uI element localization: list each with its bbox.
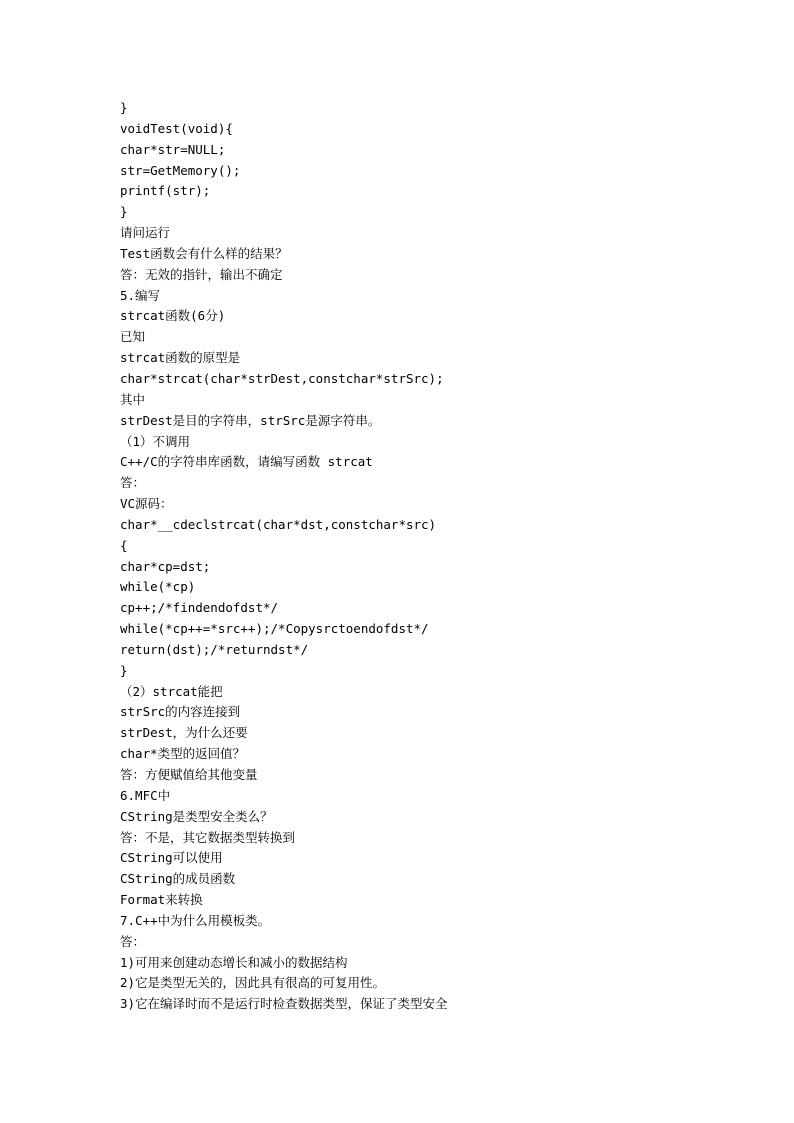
text-line: 6.MFC中	[120, 787, 171, 803]
text-line: char*cp=dst;	[120, 558, 211, 574]
text-line: char*__cdeclstrcat(char*dst,constchar*src)	[120, 516, 437, 532]
text-line: CString可以使用	[120, 850, 223, 866]
text-line: 答：方便赋值给其他变量	[120, 767, 258, 782]
text-line: CString是类型安全类么？	[120, 808, 273, 824]
text-line: 1)可用来创建动态增长和减小的数据结构	[120, 954, 348, 970]
text-line: strcat函数的原型是	[120, 350, 241, 366]
text-line: CString的成员函数	[120, 871, 236, 887]
text-line: }	[120, 100, 128, 115]
text-line: 其中	[120, 391, 146, 407]
text-line: （1）不调用	[120, 433, 191, 449]
text-line: return(dst);/*returndst*/	[120, 641, 309, 657]
text-line: {	[120, 537, 128, 553]
text-line: voidTest(void){	[120, 120, 233, 136]
text-line: while(*cp++=*src++);/*Copysrctoendofdst*/	[120, 621, 429, 637]
text-line: char*类型的返回值？	[120, 746, 246, 762]
text-line: 2)它是类型无关的，因此具有很高的可复用性。	[120, 975, 386, 991]
text-line: strSrc的内容连接到	[120, 704, 241, 720]
text-line: 5.编写	[120, 287, 161, 303]
text-line: （2）strcat能把	[120, 683, 223, 699]
text-line: cp++;/*findendofdst*/	[120, 600, 279, 616]
text-line: C++/C的字符串库函数，请编写函数 strcat	[120, 454, 373, 470]
text-line: 已知	[120, 329, 146, 345]
text-line: str=GetMemory();	[120, 162, 241, 178]
text-line: 答：	[120, 475, 146, 491]
document-body	[120, 98, 760, 1015]
text-line: Format来转换	[120, 892, 203, 908]
text-line: Test函数会有什么样的结果？	[120, 245, 288, 261]
text-line: 请问运行	[120, 225, 171, 241]
text-line: 答：	[120, 933, 146, 949]
text-line: 答：不是，其它数据类型转换到	[120, 829, 296, 845]
text-line: strDest，为什么还要	[120, 725, 248, 741]
text-line: VC源码：	[120, 496, 173, 512]
text-line: char*strcat(char*strDest,constchar*strSrc);	[120, 370, 444, 386]
text-line: printf(str);	[120, 183, 211, 199]
text-line: while(*cp)	[120, 579, 196, 595]
text-line: char*str=NULL;	[120, 141, 226, 157]
text-line: }	[120, 662, 128, 678]
text-line: 答：无效的指针，输出不确定	[120, 266, 283, 282]
text-line: 7.C++中为什么用模板类。	[120, 912, 271, 928]
text-line: strcat函数(6分)	[120, 308, 226, 324]
text-line: strDest是目的字符串，strSrc是源字符串。	[120, 412, 381, 428]
text-line: 3)它在编译时而不是运行时检查数据类型，保证了类型安全	[120, 996, 448, 1012]
text-line: }	[120, 204, 128, 220]
